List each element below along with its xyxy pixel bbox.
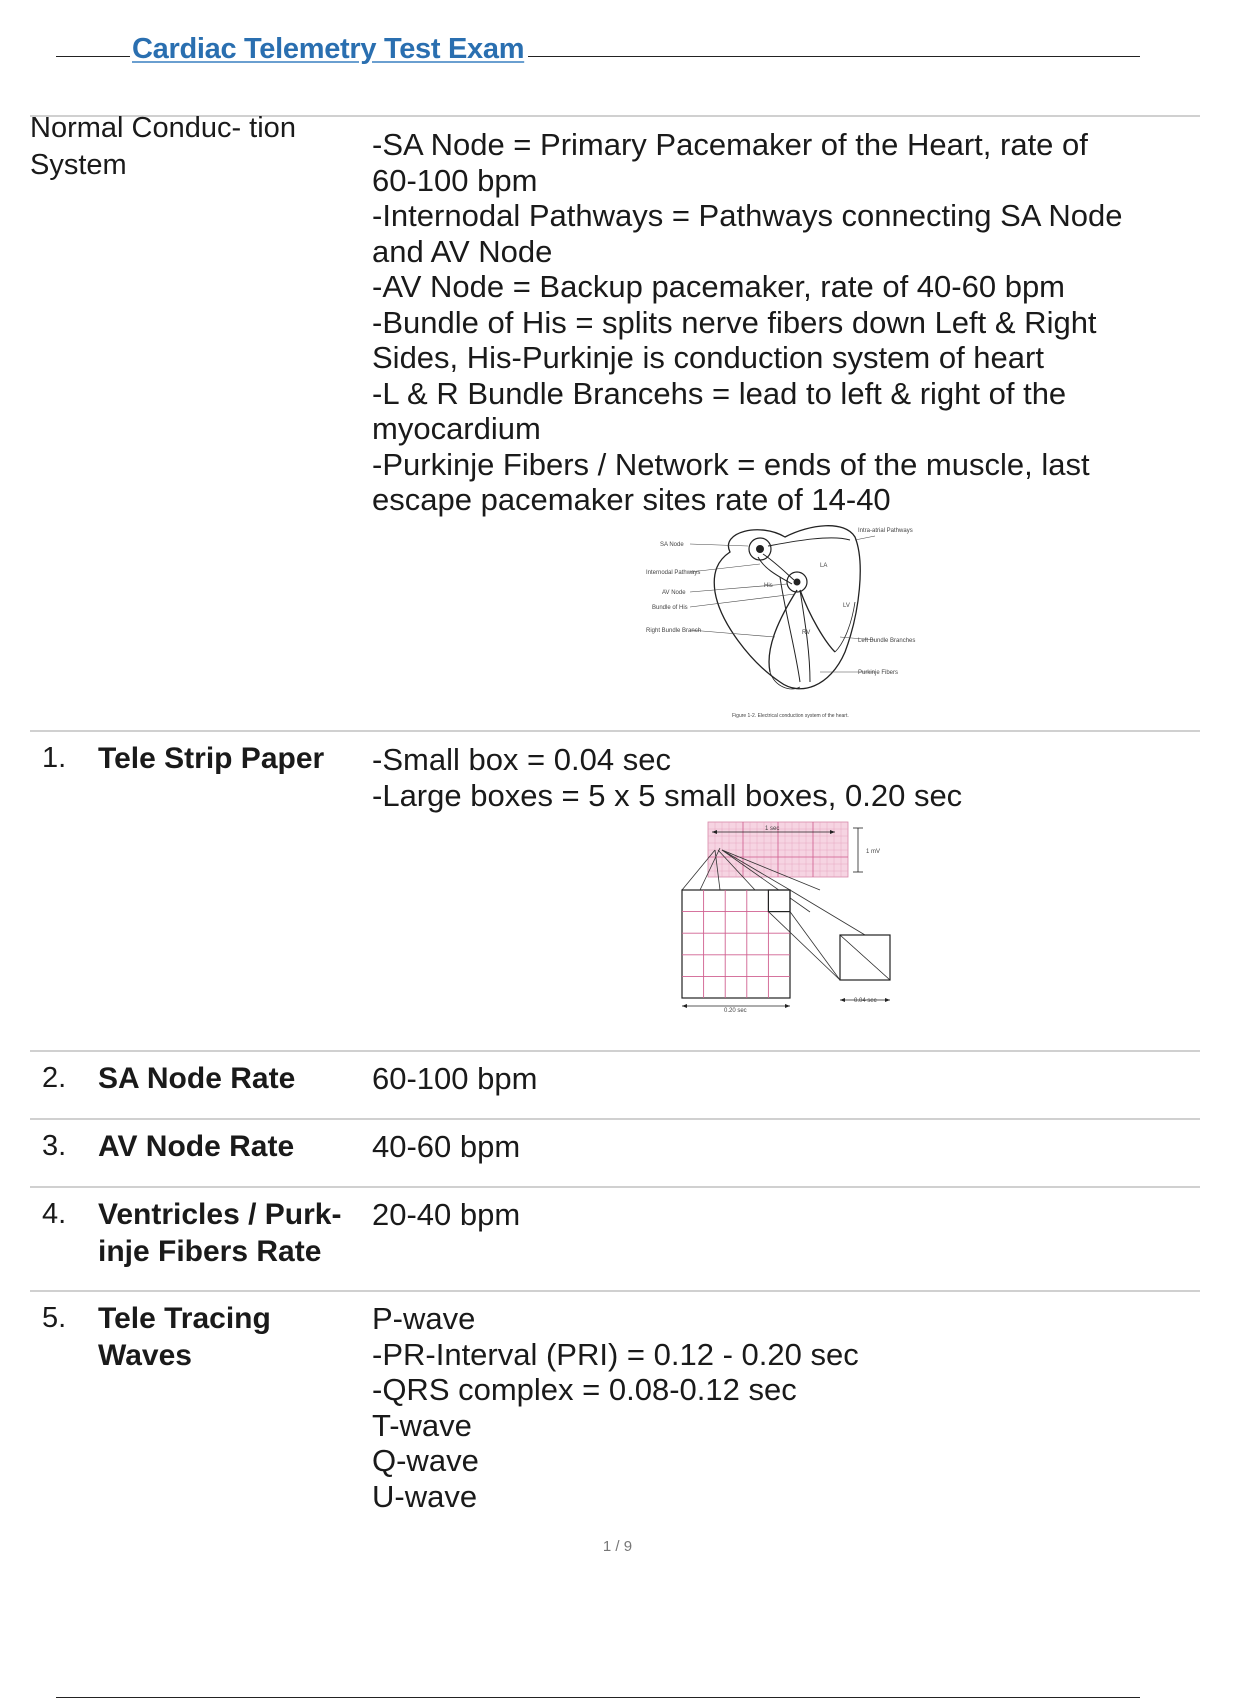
definition-line: U-wave — [372, 1478, 478, 1514]
definition-line: -SA Node = Primary Pacemaker of the Heart, rate of — [372, 127, 1088, 162]
row-number: 4. — [42, 1198, 67, 1230]
table-row — [30, 112, 1200, 730]
definition-cell — [372, 127, 1192, 518]
definition-line: Sides, His-Purkinje is conduction system of heart — [372, 340, 1044, 375]
term-cell — [98, 1300, 368, 1374]
definition-line: and AV Node — [372, 233, 553, 269]
definition-cell — [372, 1129, 1192, 1165]
one-sec-label: 1 sec — [765, 826, 780, 832]
term-line: Waves — [98, 1339, 192, 1372]
definition-line: -Bundle of His = splits nerve fibers down Left & Right — [372, 304, 1097, 340]
one-mv-label: 1 mV — [866, 849, 881, 855]
table-row — [30, 1290, 1200, 1530]
definition-line: 40-60 bpm — [372, 1129, 521, 1164]
table-row — [30, 730, 1200, 1050]
la-label: LA — [820, 563, 828, 569]
document-title: Cardiac Telemetry Test Exam — [130, 33, 528, 66]
definition-line: P-wave — [372, 1301, 476, 1336]
large-box-label: 0.20 sec — [724, 1008, 747, 1014]
right-bundle-label: Right Bundle Branch — [646, 628, 702, 634]
definition-line: -Purkinje Fibers / Network = ends of the muscle, last — [372, 446, 1090, 482]
term-cell — [98, 1196, 368, 1270]
footer-rule — [56, 1697, 1140, 1698]
row-number: 2. — [42, 1062, 67, 1094]
septum-line — [780, 577, 800, 682]
definition-cell — [372, 742, 1192, 813]
term-line: Normal Conduc- tion — [30, 112, 296, 144]
his-label: His — [764, 583, 773, 589]
row-number: 1. — [42, 742, 67, 774]
definition-line: -Large boxes = 5 x 5 small boxes, 0.20 sec — [372, 777, 963, 813]
definition-line: -QRS complex = 0.08-0.12 sec — [372, 1372, 797, 1407]
definition-cell — [372, 1197, 1192, 1233]
definition-line: Q-wave — [372, 1443, 479, 1478]
term-line: Ventricles / Purk- — [98, 1198, 342, 1231]
row-number: 3. — [42, 1130, 67, 1162]
intraatrial-label: Intra-atrial Pathways — [858, 528, 913, 534]
rv-label: RV — [802, 630, 811, 636]
definition-line: -PR-Interval (PRI) = 0.12 - 0.20 sec — [372, 1336, 859, 1372]
table-row — [30, 1050, 1200, 1118]
bundle-his-label: Bundle of His — [652, 605, 688, 611]
term-cell — [30, 110, 365, 184]
definition-line: T-wave — [372, 1407, 472, 1443]
definition-line: escape pacemaker sites rate of 14-40 — [372, 482, 891, 517]
page-number: 1 / 9 — [602, 1538, 633, 1555]
row-number: 5. — [42, 1302, 67, 1334]
ecg-paper-diagram — [660, 820, 930, 1035]
figure-caption: Figure 1-2. Electrical conduction system of the heart. — [732, 713, 849, 719]
left-bundle-label: Left Bundle Branches — [858, 638, 916, 644]
av-node-label: AV Node — [662, 590, 686, 596]
small-box-label: 0.04 sec — [854, 998, 877, 1004]
definition-line: myocardium — [372, 411, 541, 446]
term-cell: AV Node Rate — [98, 1130, 295, 1163]
term-cell: SA Node Rate — [98, 1062, 296, 1095]
term-line: Tele Tracing — [98, 1302, 271, 1335]
definition-line: 20-40 bpm — [372, 1197, 521, 1232]
internodal-label: Internodal Pathways — [646, 570, 701, 576]
term-cell: Tele Strip Paper — [98, 742, 325, 775]
definition-cell — [372, 1301, 1192, 1514]
term-line: System — [30, 149, 127, 181]
table-row — [30, 1118, 1200, 1186]
sa-node-label: SA Node — [660, 542, 684, 548]
term-line: inje Fibers Rate — [98, 1235, 322, 1268]
lv-label: LV — [843, 603, 850, 609]
flashcard-table — [30, 112, 1200, 1530]
definition-cell — [372, 1061, 1192, 1097]
purkinje-label: Purkinje Fibers — [858, 670, 899, 676]
definition-line: 60-100 bpm — [372, 162, 538, 198]
table-row — [30, 1186, 1200, 1290]
definition-line: -Small box = 0.04 sec — [372, 742, 671, 777]
definition-line: -Internodal Pathways = Pathways connecting SA Node — [372, 198, 1123, 233]
heart-conduction-diagram — [646, 522, 920, 722]
definition-line: -L & R Bundle Brancehs = lead to left & right of the — [372, 375, 1067, 411]
definition-line: 60-100 bpm — [372, 1061, 538, 1096]
definition-line: -AV Node = Backup pacemaker, rate of 40-60 bpm — [372, 269, 1066, 304]
